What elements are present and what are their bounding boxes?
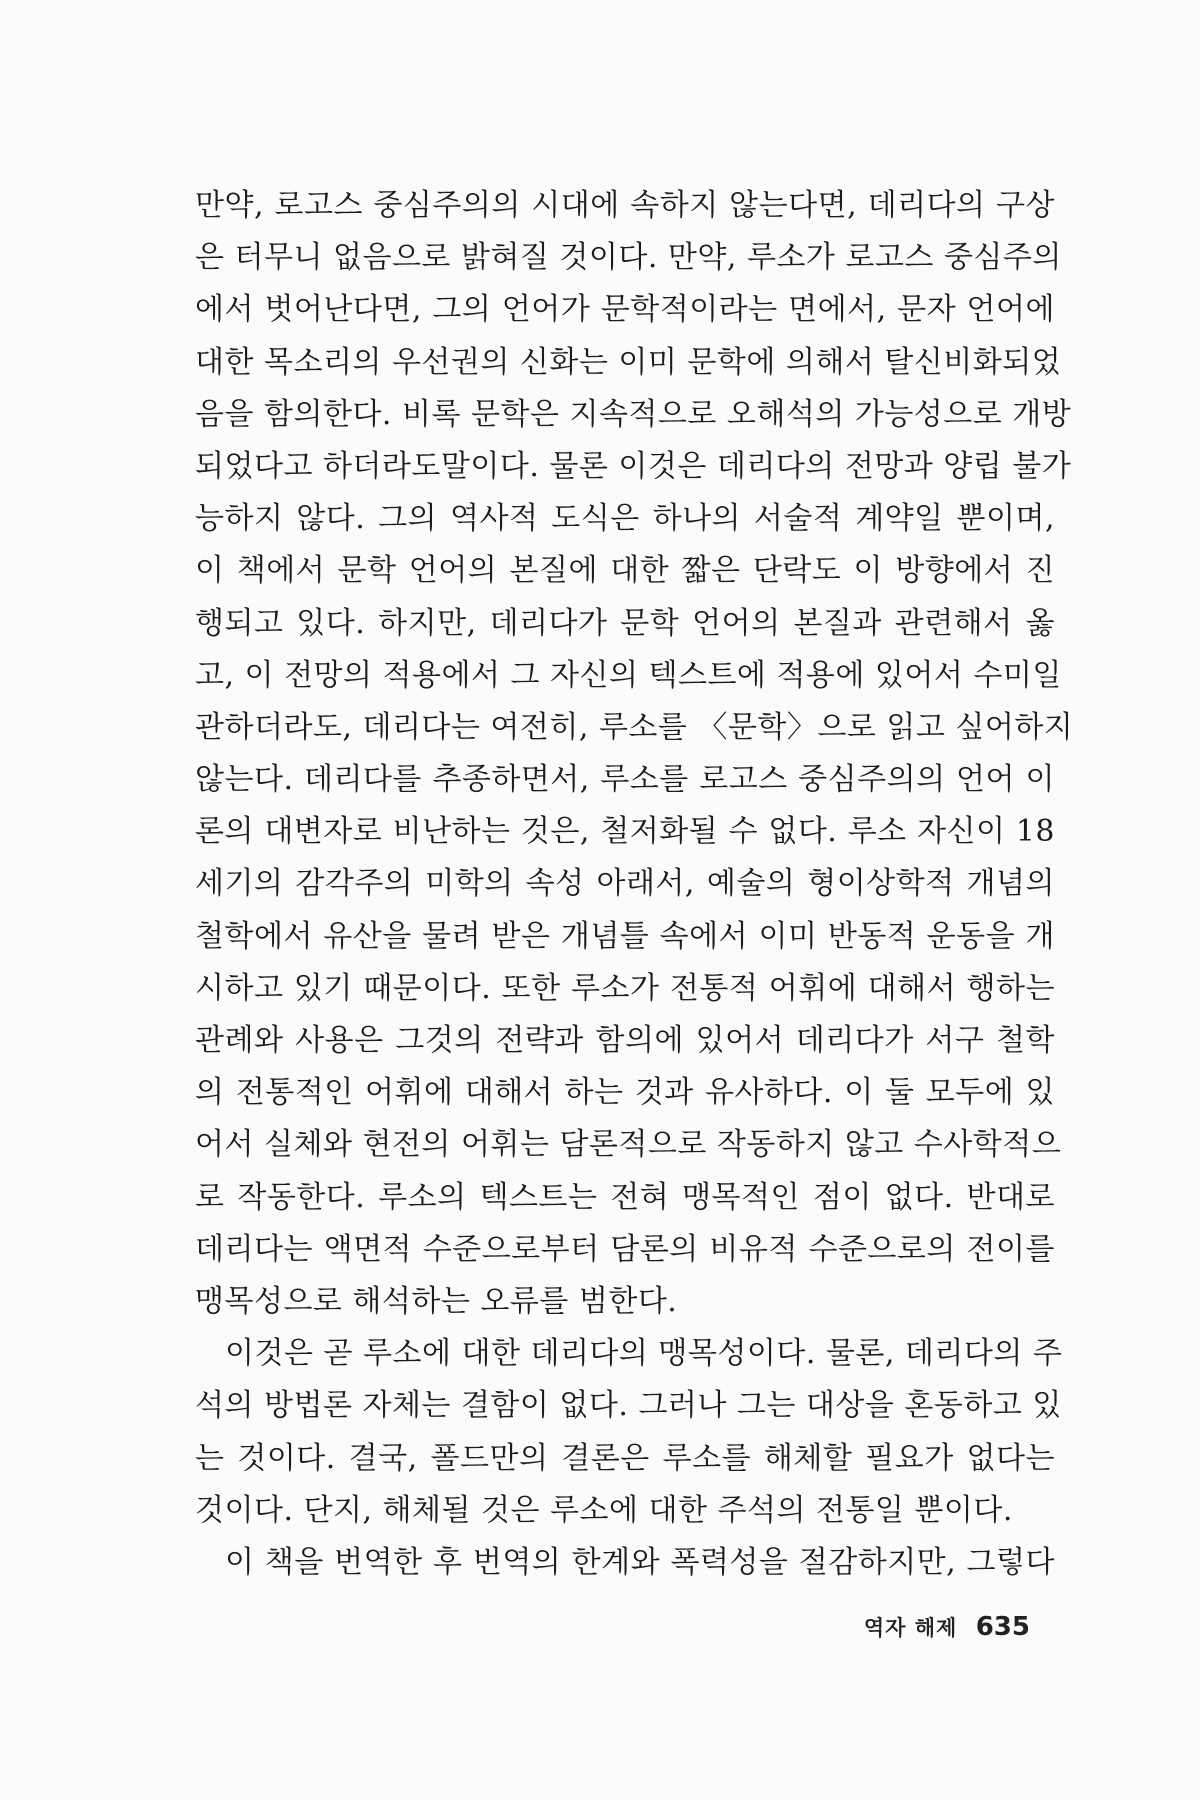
page-number: 635 (975, 1612, 1030, 1642)
text-line: 관하더라도, 데리다는 여전히, 루소를 〈문학〉으로 읽고 싶어하지 (195, 709, 1074, 745)
body-text (195, 180, 1074, 1589)
text-line: 철학에서 유산을 물려 받은 개념틀 속에서 이미 반동적 운동을 개 (195, 918, 1055, 954)
text-line: 고, 이 전망의 적용에서 그 자신의 텍스트에 적용에 있어서 수미일 (195, 657, 1062, 693)
text-line: 시하고 있기 때문이다. 또한 루소가 전통적 어휘에 대해서 행하는 (195, 970, 1055, 1006)
text-line: 만약, 로고스 중심주의의 시대에 속하지 않는다면, 데리다의 구상 (195, 188, 1055, 223)
text-line: 관례와 사용은 그것의 전략과 함의에 있어서 데리다가 서구 철학 (195, 1023, 1055, 1058)
page-footer (864, 1612, 1030, 1642)
text-line: 어서 실체와 현전의 어휘는 담론적으로 작동하지 않고 수사학적으 (195, 1127, 1062, 1163)
text-line: 음을 함의한다. 비록 문학은 지속적으로 오해석의 가능성으로 개방 (195, 396, 1072, 432)
text-line: 론의 대변자로 비난하는 것은, 철저화될 수 없다. 루소 자신이 18 (195, 814, 1055, 850)
text-line: 맹목성으로 해석하는 오류를 범한다. (195, 1283, 678, 1319)
text-line: 세기의 감각주의 미학의 속성 아래서, 예술의 형이상학적 개념의 (195, 866, 1055, 902)
text-line: 석의 방법론 자체는 결함이 없다. 그러나 그는 대상을 혼동하고 있 (195, 1388, 1062, 1424)
text-line: 의 전통적인 어휘에 대해서 하는 것과 유사하다. 이 둘 모두에 있 (195, 1075, 1055, 1111)
running-section-title: 역자 해제 (863, 1616, 958, 1640)
text-line: 로 작동한다. 루소의 텍스트는 전혀 맹목적인 점이 없다. 반대로 (195, 1179, 1055, 1215)
text-line: 은 터무니 없음으로 밝혀질 것이다. 만약, 루소가 로고스 중심주의 (195, 240, 1062, 276)
text-line: 것이다. 단지, 해체될 것은 루소에 대한 주석의 전통일 뿐이다. (195, 1492, 1013, 1528)
text-line: 이 책을 번역한 후 번역의 한계와 폭력성을 절감하지만, 그렇다 (225, 1544, 1055, 1580)
text-line: 데리다는 액면적 수준으로부터 담론의 비유적 수준으로의 전이를 (195, 1231, 1055, 1267)
text-line: 이것은 곧 루소에 대한 데리다의 맹목성이다. 물론, 데리다의 주 (225, 1336, 1063, 1372)
text-line: 에서 벗어난다면, 그의 언어가 문학적이라는 면에서, 문자 언어에 (195, 292, 1055, 328)
text-line: 되었다고 하더라도말이다. 물론 이것은 데리다의 전망과 양립 불가 (195, 448, 1072, 484)
text-line: 능하지 않다. 그의 역사적 도식은 하나의 서술적 계약일 뿐이며, (195, 501, 1055, 537)
text-line: 행되고 있다. 하지만, 데리다가 문학 언어의 본질과 관련해서 옳 (195, 605, 1055, 641)
text-line: 대한 목소리의 우선권의 신화는 이미 문학에 의해서 탈신비화되었 (195, 344, 1062, 380)
text-line: 이 책에서 문학 언어의 본질에 대한 짧은 단락도 이 방향에서 진 (195, 553, 1055, 589)
text-line: 는 것이다. 결국, 폴드만의 결론은 루소를 해체할 필요가 없다는 (195, 1440, 1055, 1476)
text-line: 않는다. 데리다를 추종하면서, 루소를 로고스 중심주의의 언어 이 (195, 762, 1055, 798)
